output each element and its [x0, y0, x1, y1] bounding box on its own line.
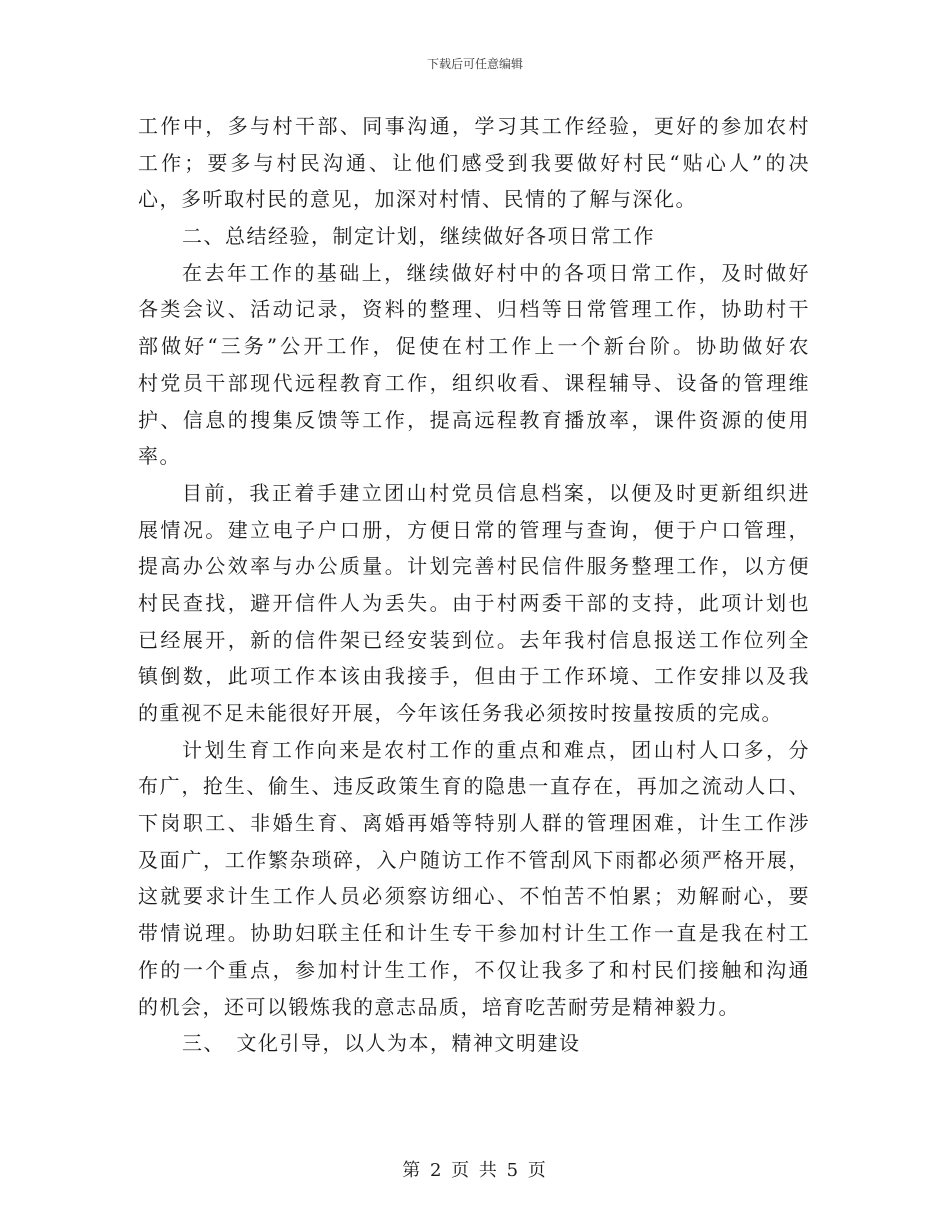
text-line: 及面广，工作繁杂琐碎，入户随访工作不管刮风下雨都必须严格开展，: [138, 847, 810, 872]
text-line: 展情况。建立电子户口册，方便日常的管理与查询，便于户口管理，: [138, 517, 810, 542]
text-line: 的重视不足未能很好开展，今年该任务我必须按时按量按质的完成。: [138, 701, 783, 725]
text-line: 工作中，多与村干部、同事沟通，学习其工作经验，更好的参加农村: [138, 114, 810, 138]
page-header-note: 下载后可任意编辑: [426, 57, 523, 71]
text-line: 村民查找，避开信件人为丢失。由于村两委干部的支持，此项计划也: [138, 590, 810, 615]
text-line: 率。: [138, 444, 181, 469]
text-line: 镇倒数，此项工作本该由我接手，但由于工作环境、工作安排以及我: [138, 664, 810, 689]
text-line: 各类会议、活动记录，资料的整理、归档等日常管理工作，协助村干: [138, 297, 810, 322]
text-line: 部做好“三务”公开工作，促使在村工作上一个新台阶。协助做好农: [138, 334, 810, 359]
text-line: 护、信息的搜集反馈等工作，提高远程教育播放率，课件资源的使用: [138, 407, 810, 432]
text-line: 的机会，还可以锻炼我的意志品质，培育吃苦耐劳是精神毅力。: [138, 994, 740, 1019]
text-line: 在去年工作的基础上，继续做好村中的各项日常工作，及时做好: [182, 260, 810, 285]
text-line: 村党员干部现代远程教育工作，组织收看、课程辅导、设备的管理维: [138, 370, 810, 395]
document-body: [138, 108, 810, 1062]
text-line: 这就要求计生工作人员必须察访细心、不怕苦不怕累；劝解耐心，要: [138, 884, 810, 909]
text-line: 工作；要多与村民沟通、让他们感受到我要做好村民“贴心人”的决: [138, 150, 810, 175]
text-line: 计划生育工作向来是农村工作的重点和难点，团山村人口多，分: [182, 737, 810, 762]
text-line: 带情说理。协助妇联主任和计生专干参加村计生工作一直是我在村工: [138, 921, 810, 946]
text-line: 作的一个重点，参加村计生工作，不仅让我多了和村民们接触和沟通: [138, 957, 810, 982]
text-line: 目前，我正着手建立团山村党员信息档案，以便及时更新组织进: [182, 480, 810, 505]
text-line: 三、 文化引导，以人为本，精神文明建设: [182, 1031, 581, 1056]
text-line: 心，多听取村民的意见，加深对村情、民情的了解与深化。: [138, 187, 697, 212]
page-number: 第 2 页 共 5 页: [402, 1160, 548, 1181]
text-line: 布广，抢生、偷生、违反政策生育的隐患一直存在，再加之流动人口、: [138, 774, 810, 799]
text-line: 下岗职工、非婚生育、离婚再婚等特别人群的管理困难，计生工作涉: [138, 811, 810, 836]
text-line: 二、总结经验，制定计划，继续做好各项日常工作: [182, 224, 655, 249]
text-line: 提高办公效率与办公质量。计划完善村民信件服务整理工作，以方便: [138, 554, 810, 579]
text-line: 已经展开，新的信件架已经安装到位。去年我村信息报送工作位列全: [138, 627, 810, 652]
